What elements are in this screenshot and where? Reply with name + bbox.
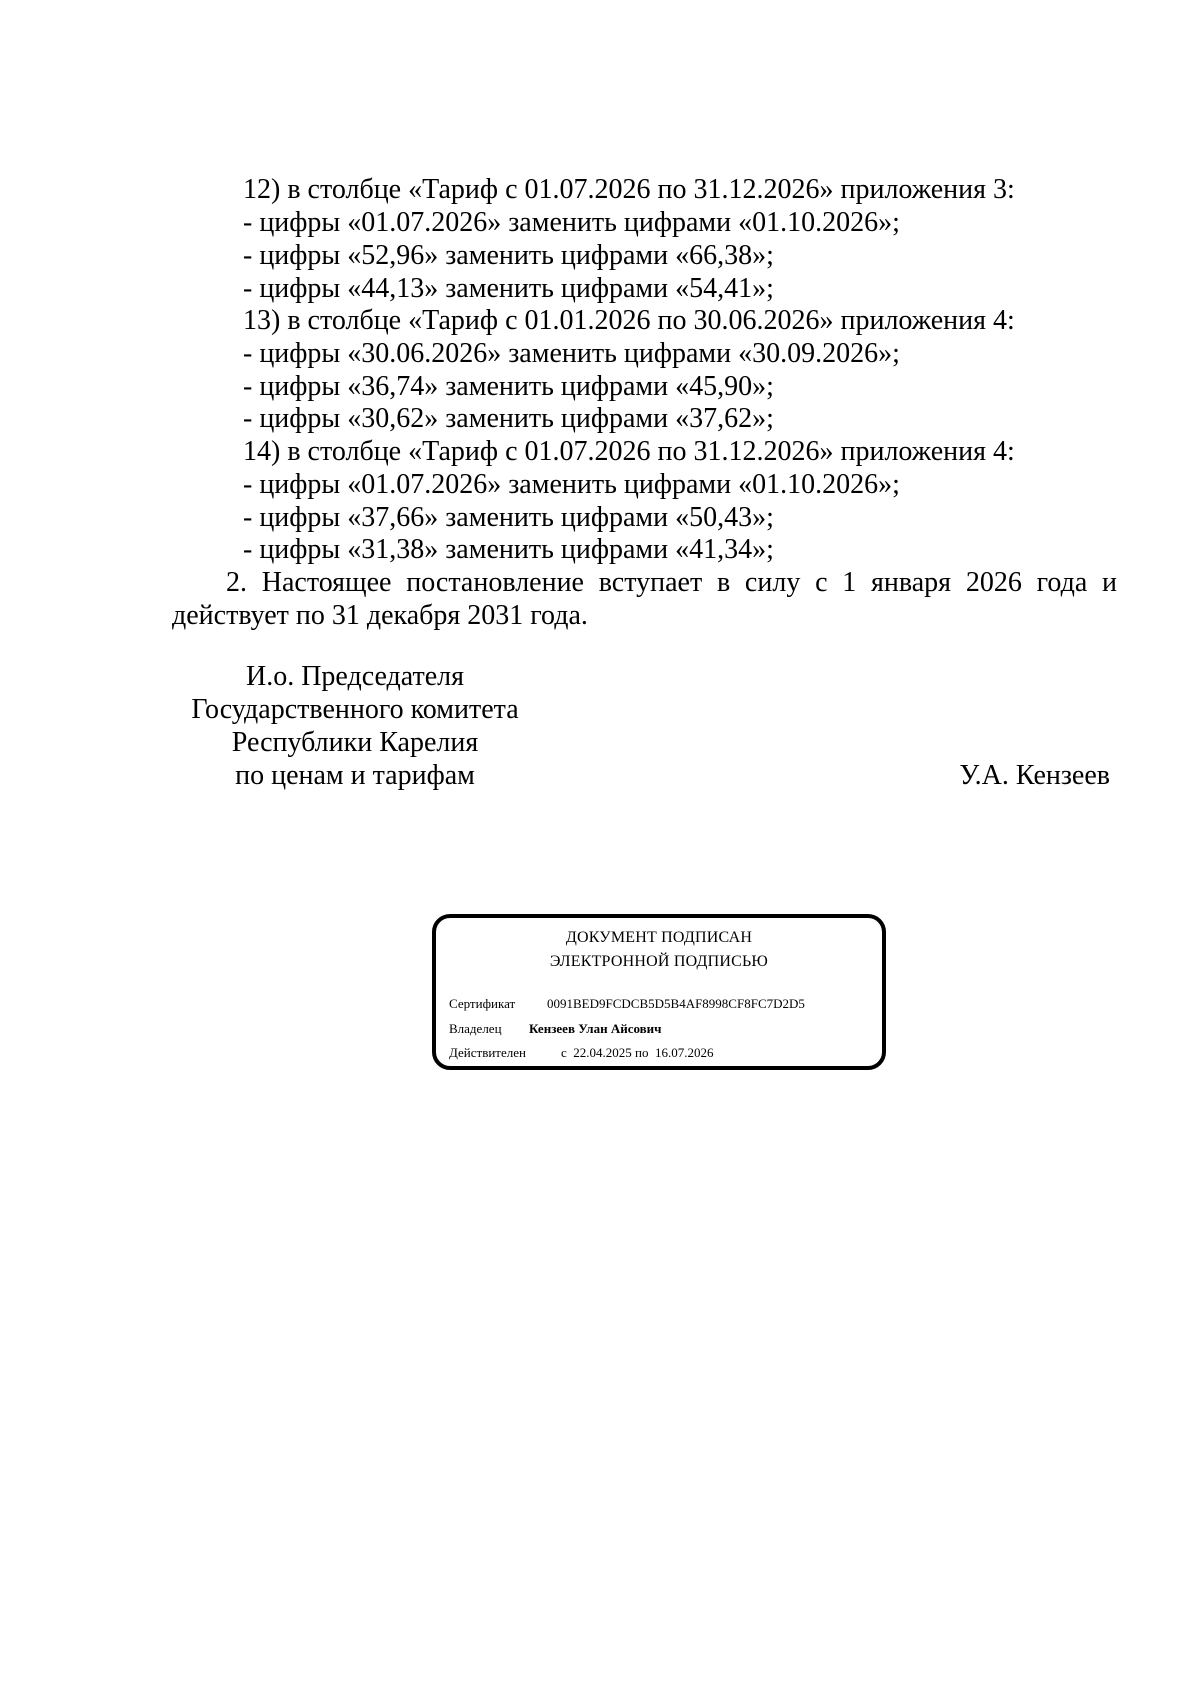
stamp-certificate-row <box>449 995 805 1013</box>
item-12-change-1: - цифры «01.07.2026» заменить цифрами «01.10.2026»; <box>243 207 900 238</box>
stamp-owner-label: Владелец <box>449 1021 502 1036</box>
item-14-change-2: - цифры «37,66» заменить цифрами «50,43»; <box>243 502 774 533</box>
paragraph-2-line-2: действует по 31 декабря 2031 года. <box>172 600 588 631</box>
signatory-name: У.А. Кензеев <box>959 760 1110 791</box>
item-12-change-3: - цифры «44,13» заменить цифрами «54,41»; <box>243 273 774 304</box>
stamp-validity-row <box>449 1044 713 1062</box>
stamp-title-line-1: ДОКУМЕНТ ПОДПИСАН <box>565 929 753 946</box>
paragraph-2-line-1: 2. Настоящее постановление вступает в силу с 1 января 2026 года и <box>226 567 1117 598</box>
signatory-position-line: по ценам и тарифам <box>235 760 475 791</box>
signatory-position-line: Республики Карелия <box>231 727 479 758</box>
stamp-certificate-value: 0091BED9FCDCB5D5B4AF8998CF8FC7D2D5 <box>547 996 805 1011</box>
item-13-change-3: - цифры «30,62» заменить цифрами «37,62»; <box>243 403 774 434</box>
electronic-signature-stamp <box>432 914 886 1070</box>
stamp-validity-label: Действителен <box>449 1045 526 1060</box>
item-12-heading: 12) в столбце «Тариф с 01.07.2026 по 31.12.2026» приложения 3: <box>243 174 1015 205</box>
item-12-change-2: - цифры «52,96» заменить цифрами «66,38»; <box>243 240 774 271</box>
stamp-owner-value: Кензеев Улан Айсович <box>529 1021 662 1036</box>
item-14-heading: 14) в столбце «Тариф с 01.07.2026 по 31.12.2026» приложения 4: <box>243 436 1015 467</box>
stamp-validity-value: с 22.04.2025 по 16.07.2026 <box>561 1045 714 1060</box>
stamp-owner-row <box>449 1020 662 1038</box>
stamp-certificate-label: Сертификат <box>449 996 516 1011</box>
item-14-change-3: - цифры «31,38» заменить цифрами «41,34»; <box>243 534 774 565</box>
item-14-change-1: - цифры «01.07.2026» заменить цифрами «01.10.2026»; <box>243 469 900 500</box>
stamp-title-line-2: ЭЛЕКТРОННОЙ ПОДПИСЬЮ <box>549 953 769 970</box>
item-13-change-2: - цифры «36,74» заменить цифрами «45,90»; <box>243 371 774 402</box>
item-13-heading: 13) в столбце «Тариф с 01.01.2026 по 30.06.2026» приложения 4: <box>243 305 1015 336</box>
item-13-change-1: - цифры «30.06.2026» заменить цифрами «30.09.2026»; <box>243 338 900 369</box>
signatory-position-line: И.о. Председателя <box>245 661 465 692</box>
signatory-position-line: Государственного комитета <box>191 694 519 725</box>
signatory-position <box>175 660 535 792</box>
